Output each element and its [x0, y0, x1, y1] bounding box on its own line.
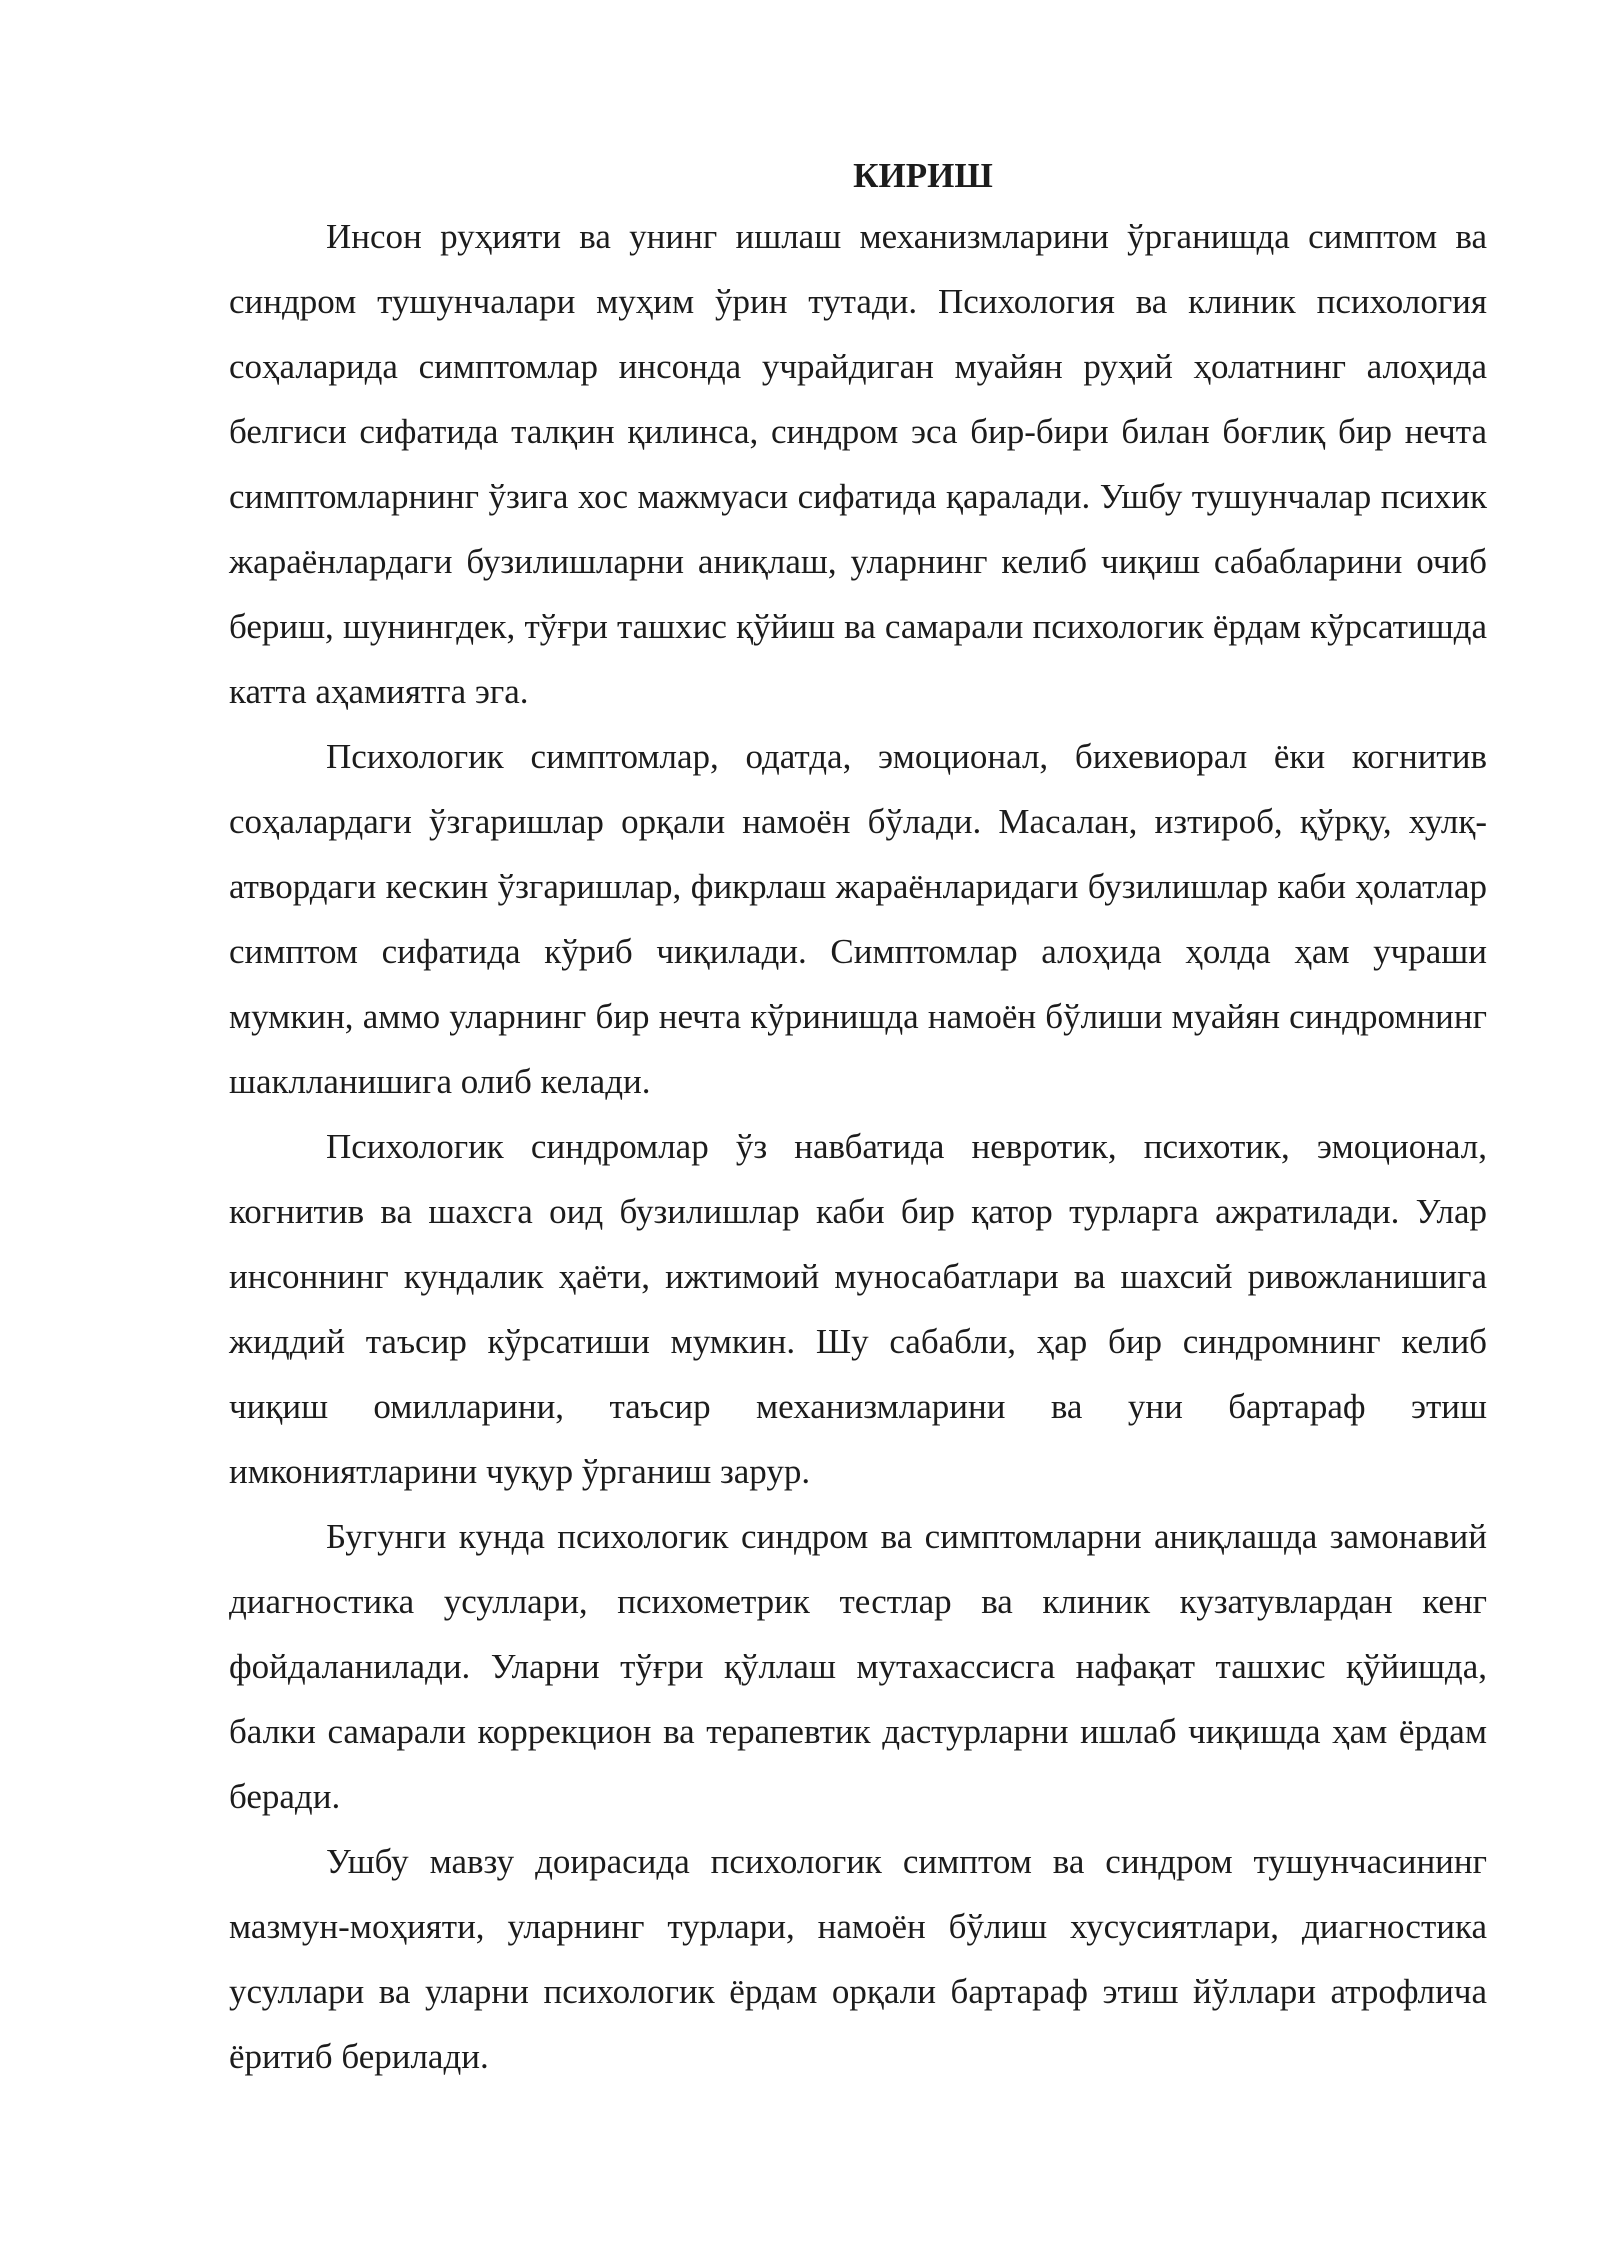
paragraph-3: Психологик синдромлар ўз навбатида невротик, психотик, эмоционал, когнитив ва шахсга оид бузилишлар каби бир қатор турларга ажратилади. Улар инсоннинг кундалик ҳаёти, ижтимоий муносабатлари ва шахсий ривожланишига жиддий таъсир кўрсатиши мумкин. Шу сабабли, ҳар бир синдромнинг келиб чиқиш омилларини, таъсир механизмларини ва уни бартараф этиш имкониятларини чуқур ўрганиш зарур.: [229, 1127, 1487, 1491]
paragraph-4: Бугунги кунда психологик синдром ва симптомларни аниқлашда замонавий диагностика усуллари, психометрик тестлар ва клиник кузатувлардан кенг фойдаланилади. Уларни тўғри қўллаш мутахассисга нафақат ташхис қўйишда, балки самарали коррекцион ва терапевтик дастурларни ишлаб чиқишда ҳам ёрдам беради.: [229, 1517, 1487, 1816]
paragraph-2: Психологик симптомлар, одатда, эмоционал, бихевиорал ёки когнитив соҳалардаги ўзгаришлар орқали намоён бўлади. Масалан, изтироб, қўрқу, хулқ-атвордаги кескин ўзгаришлар, фикрлаш жараёнларидаги бузилишлар каби ҳолатлар симптом сифатида кўриб чиқилади. Симптомлар алоҳида ҳолда ҳам учраши мумкин, аммо уларнинг бир нечта кўринишда намоён бўлиши муайян синдромнинг шаклланишига олиб келади.: [229, 737, 1487, 1101]
paragraph-5: Ушбу мавзу доирасида психологик симптом ва синдром тушунчасининг мазмун-моҳияти, уларнинг турлари, намоён бўлиш хусусиятлари, диагностика усуллари ва уларни психологик ёрдам орқали бартараф этиш йўллари атрофлича ёритиб берилади.: [229, 1842, 1487, 2076]
document-title: КИРИШ: [853, 156, 993, 195]
document-body: [229, 148, 1487, 2089]
paragraph-1: Инсон руҳияти ва унинг ишлаш механизмларини ўрганишда симптом ва синдром тушунчалари муҳим ўрин тутади. Психология ва клиник психология соҳаларида симптомлар инсонда учрайдиган муайян руҳий ҳолатнинг алоҳида белгиси сифатида талқин қилинса, синдром эса бир-бири билан боғлиқ бир нечта симптомларнинг ўзига хос мажмуаси сифатида қаралади. Ушбу тушунчалар психик жараёнлардаги бузилишларни аниқлаш, уларнинг келиб чиқиш сабабларини очиб бериш, шунингдек, тўғри ташхис қўйиш ва самарали психологик ёрдам кўрсатишда катта аҳамиятга эга.: [229, 217, 1487, 711]
